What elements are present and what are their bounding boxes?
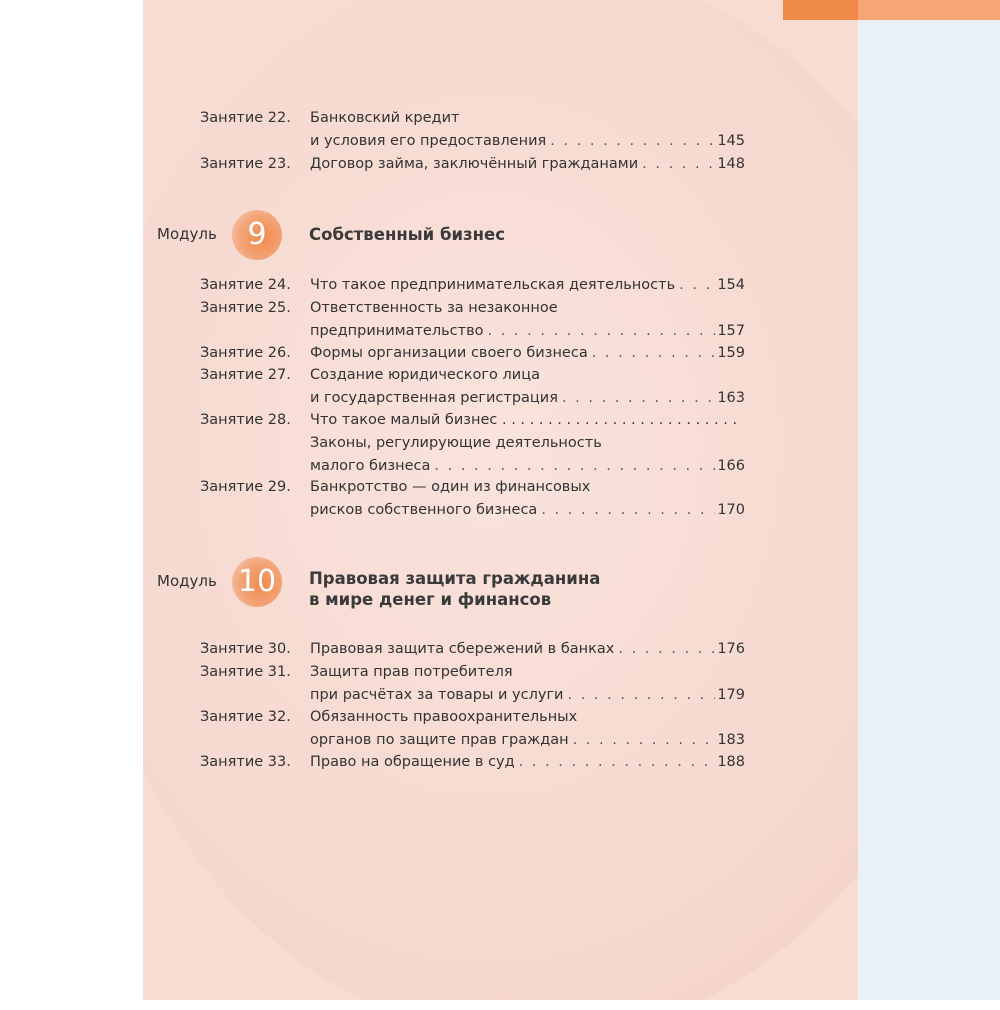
entry-label: Занятие 27. (200, 367, 291, 383)
entry-title-line: Обязанность правоохранительных (310, 709, 578, 725)
dot-leader (642, 153, 715, 176)
page-number: 145 (717, 133, 745, 149)
module-title-line-2: в мире денег и финансов (309, 590, 552, 609)
page-number: 163 (717, 390, 745, 406)
entry-title-line: Законы, регулирующие деятельность (310, 435, 602, 451)
dot-leader (519, 751, 716, 774)
dot-leader (592, 342, 716, 365)
entry-title: рисков собственного бизнеса (310, 502, 538, 518)
entry-title-line: Банковский кредит (310, 110, 460, 126)
entry-label: Занятие 29. (200, 479, 291, 495)
entry-title: Договор займа, заключённый гражданами (310, 156, 639, 172)
dot-leader (562, 387, 715, 410)
entry-title-line: Создание юридического лица (310, 367, 540, 383)
page-number: 176 (717, 641, 745, 657)
dot-leader (541, 499, 715, 522)
module-number-badge: 10 (232, 557, 282, 607)
entry-label: Занятие 22. (200, 110, 291, 126)
entry-label: Занятие 28. (200, 412, 291, 428)
entry-title: предпринимательство (310, 323, 484, 339)
entry-label: Занятие 30. (200, 641, 291, 657)
entry-title: Что такое предпринимательская деятельность (310, 277, 676, 293)
module-word: Модуль (157, 225, 217, 243)
page-number: 183 (717, 732, 745, 748)
dot-leader (573, 729, 716, 752)
entry-title: при расчётах за товары и услуги (310, 687, 564, 703)
entry-title: малого бизнеса (310, 458, 431, 474)
page-number: 188 (717, 754, 745, 770)
entry-title-line: Защита прав потребителя (310, 664, 513, 680)
entry-title-line: Банкротство — один из финансовых (310, 479, 591, 495)
entry-title-line: Что такое малый бизнес . . . . . . . . . . . . . . . . . . . . . . . . . . (310, 412, 738, 428)
module-9-header[interactable] (157, 210, 757, 260)
entry-label: Занятие 24. (200, 277, 291, 293)
entry-title: и условия его предоставления (310, 133, 547, 149)
dot-leader (618, 638, 715, 661)
module-word: Модуль (157, 572, 217, 590)
page-number: 159 (717, 345, 745, 361)
entry-label: Занятие 26. (200, 345, 291, 361)
entry-title-line: Ответственность за незаконное (310, 300, 558, 316)
dot-leader (550, 130, 715, 153)
page-number: 179 (717, 687, 745, 703)
entry-label: Занятие 33. (200, 754, 291, 770)
entry-label: Занятие 31. (200, 664, 291, 680)
dot-leader (434, 455, 715, 478)
entry-title: Формы организации своего бизнеса (310, 345, 588, 361)
module-title: Собственный бизнес (309, 225, 506, 244)
entry-title: Правовая защита сбережений в банках (310, 641, 615, 657)
page-number: 157 (717, 323, 745, 339)
entry-title: Право на обращение в суд (310, 754, 515, 770)
page-number: 166 (717, 458, 745, 474)
entry-label: Занятие 32. (200, 709, 291, 725)
entry-title: органов по защите прав граждан (310, 732, 569, 748)
dot-leader (679, 274, 715, 297)
entry-label: Занятие 25. (200, 300, 291, 316)
dot-leader (487, 320, 715, 343)
module-10-header[interactable] (157, 557, 757, 607)
module-title-line-1: Правовая защита гражданина (309, 569, 601, 588)
entry-title: и государственная регистрация (310, 390, 558, 406)
page-number: 148 (717, 156, 745, 172)
module-number-badge: 9 (232, 210, 282, 260)
page-number: 170 (717, 502, 745, 518)
dot-leader (567, 684, 715, 707)
entry-label: Занятие 23. (200, 156, 291, 172)
page-number: 154 (717, 277, 745, 293)
